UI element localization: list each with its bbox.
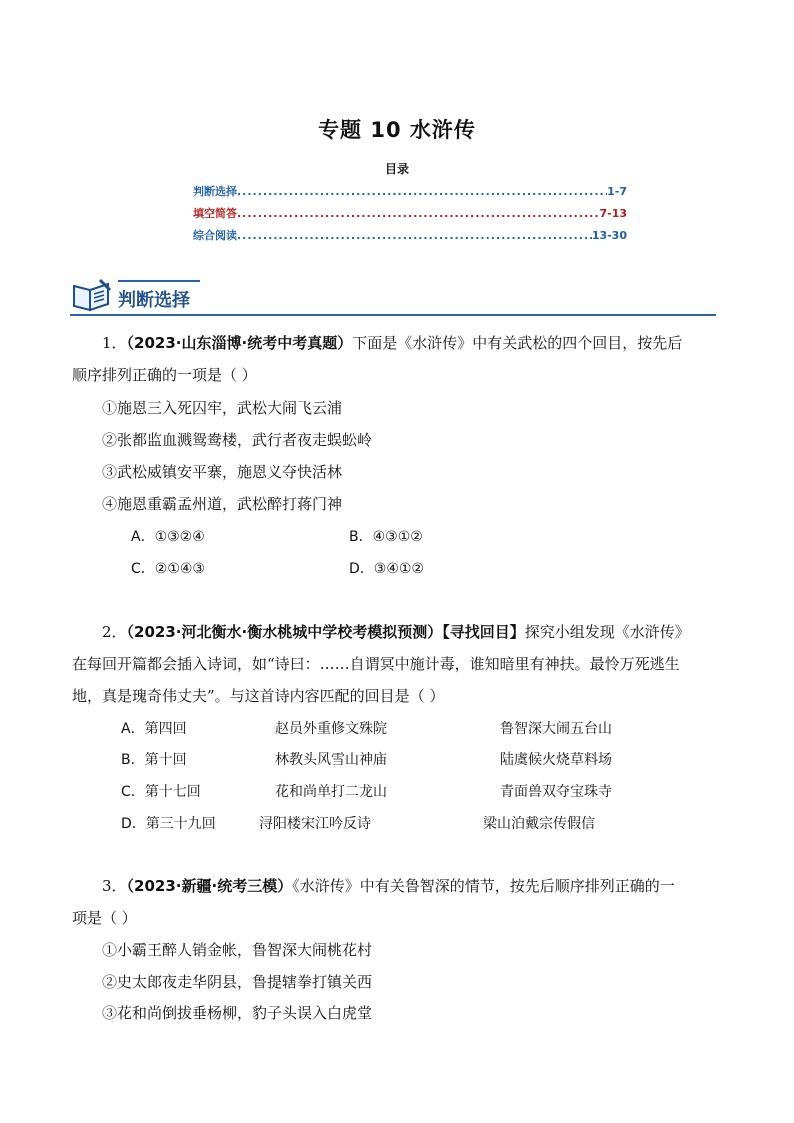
section-title: 判断选择 bbox=[118, 290, 190, 311]
toc-pages: 13-30 bbox=[591, 229, 627, 242]
answer-option[interactable]: C．第十七回 bbox=[121, 784, 201, 800]
option-chapter-part: 林教头风雪山神庙 bbox=[275, 752, 387, 768]
section-header bbox=[70, 276, 716, 316]
answer-option[interactable]: D．③④①② bbox=[349, 561, 424, 577]
toc-leader-dots bbox=[237, 229, 592, 242]
toc-entry[interactable] bbox=[193, 227, 627, 243]
toc-leader-dots bbox=[237, 185, 607, 198]
question-number: 3． bbox=[102, 877, 127, 895]
question-text: 项是（ ） bbox=[72, 909, 137, 927]
toc-label: 综合阅读 bbox=[193, 229, 237, 242]
list-item: ③武松威镇安平寨，施恩义夺快活林 bbox=[102, 463, 343, 481]
option-chapter-part: 陆虞候火烧草料场 bbox=[500, 752, 612, 768]
list-item: ④施恩重霸孟州道，武松醉打蒋门神 bbox=[102, 495, 343, 513]
toc-leader-dots bbox=[237, 207, 599, 220]
question-text: 在每回开篇都会插入诗词，如“诗曰：……自谓冥中施计毒，谁知暗里有神扶。最怜万死逃生 bbox=[72, 655, 680, 673]
option-chapter-part: 梁山泊戴宗传假信 bbox=[483, 816, 595, 832]
answer-option[interactable]: B．④③①② bbox=[349, 529, 423, 545]
answer-option[interactable]: A．第四回 bbox=[121, 721, 187, 737]
question-source: （2023·山东淄博·统考中考真题） bbox=[126, 334, 353, 352]
list-item: ①施恩三入死囚牢，武松大闹飞云浦 bbox=[102, 399, 343, 417]
toc-heading: 目录 bbox=[384, 162, 409, 176]
question-number: 2． bbox=[102, 623, 127, 641]
answer-option[interactable]: D．第三十九回 bbox=[121, 816, 216, 832]
answer-option[interactable]: B．第十回 bbox=[121, 752, 187, 768]
toc-pages: 7-13 bbox=[599, 207, 627, 220]
question-tag: 【寻找回目】 bbox=[442, 623, 525, 641]
toc-entry[interactable] bbox=[193, 205, 627, 221]
question-source: （2023·新疆·统考三模） bbox=[126, 877, 293, 895]
option-chapter-part: 青面兽双夺宝珠寺 bbox=[500, 784, 612, 800]
option-chapter-part: 花和尚单打二龙山 bbox=[275, 784, 387, 800]
question-2-stem bbox=[102, 622, 690, 642]
page-title: 专题 10 水浒传 bbox=[318, 118, 476, 142]
list-item: ③花和尚倒拔垂杨柳，豹子头误入白虎堂 bbox=[102, 1004, 373, 1022]
question-text: 下面是《水浒传》中有关武松的四个回目，按先后 bbox=[352, 334, 683, 352]
option-chapter-part: 鲁智深大闹五台山 bbox=[500, 721, 612, 737]
option-chapter-part: 浔阳楼宋江吟反诗 bbox=[259, 816, 371, 832]
list-item: ②张都监血溅鸳鸯楼，武行者夜走蜈蚣岭 bbox=[102, 431, 373, 449]
question-number: 1． bbox=[102, 334, 127, 352]
question-text: 地，真是瑰奇伟丈夫”。与这首诗内容匹配的回目是（ ） bbox=[72, 687, 445, 705]
option-chapter-part: 赵员外重修文殊院 bbox=[275, 721, 387, 737]
toc-pages: 1-7 bbox=[607, 185, 627, 198]
question-text: 《水浒传》中有关鲁智深的情节，按先后顺序排列正确的一 bbox=[292, 877, 675, 895]
list-item: ①小霸王醉人销金帐，鲁智深大闹桃花村 bbox=[102, 941, 373, 959]
question-1-stem bbox=[102, 333, 682, 353]
answer-option[interactable]: C．②①④③ bbox=[131, 561, 205, 577]
open-book-icon bbox=[70, 278, 114, 312]
question-text: 探究小组发现《水浒传》 bbox=[524, 623, 690, 641]
question-text: 顺序排列正确的一项是（ ） bbox=[72, 366, 257, 384]
answer-option[interactable]: A．①③②④ bbox=[131, 529, 205, 545]
divider bbox=[70, 314, 716, 316]
toc-label: 判断选择 bbox=[193, 185, 237, 198]
divider bbox=[118, 280, 200, 282]
toc-label: 填空简答 bbox=[193, 207, 237, 220]
list-item: ②史太郎夜走华阴县，鲁提辖拳打镇关西 bbox=[102, 973, 373, 991]
question-3-stem bbox=[102, 876, 675, 896]
toc-entry[interactable] bbox=[193, 183, 627, 199]
question-source: （2023·河北衡水·衡水桃城中学校考模拟预测） bbox=[126, 623, 443, 641]
